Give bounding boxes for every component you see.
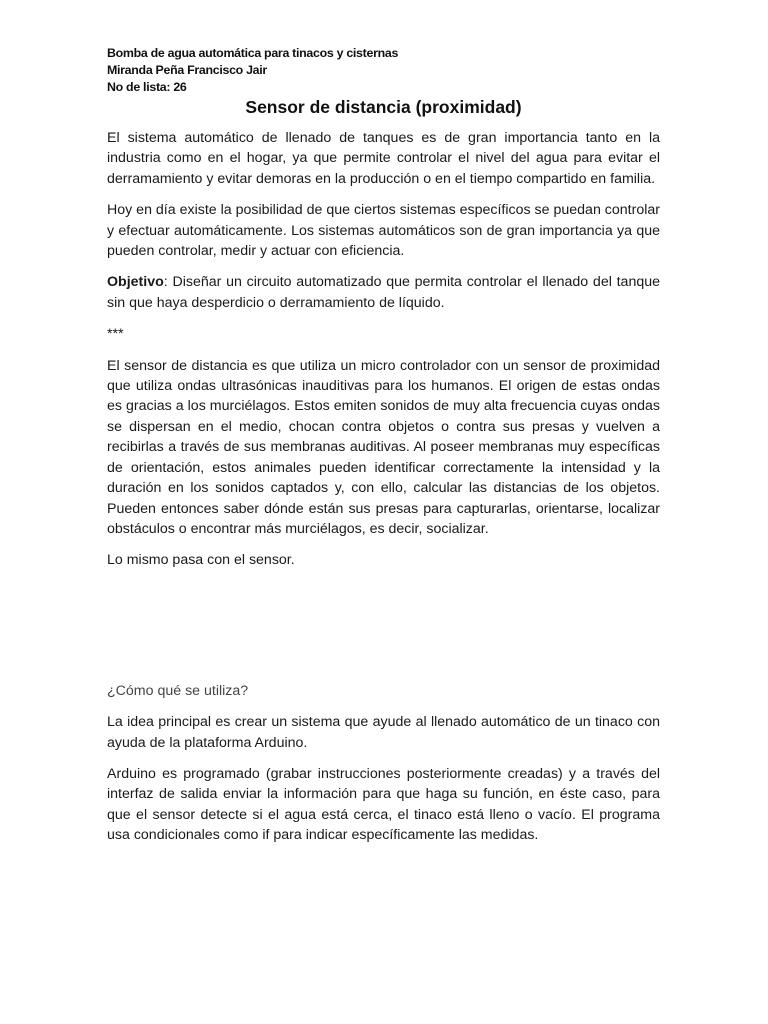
- paragraph-arduino: Arduino es programado (grabar instrucciones posteriormente creadas) y a través del interfaz de salida enviar la información para que haga su función, en éste caso, para que el sensor detecte si el agua está cerca, el tinaco está lleno o vacío. El programa usa condicionales como if para indicar específicamente las medidas.: [107, 765, 660, 844]
- objective-text: : Diseñar un circuito automatizado que permita controlar el llenado del tanque sin que haya desperdicio o derramamiento de líquido.: [107, 274, 660, 311]
- paragraph-intro: El sistema automático de llenado de tanques es de gran importancia tanto en la industria como en el hogar, ya que permite controlar el nivel del agua para evitar el derramamiento y evitar demoras en la producción o en el tiempo compartido en familia.: [107, 130, 660, 187]
- document-page: [107, 45, 660, 857]
- header-author: Miranda Peña Francisco Jair: [107, 63, 267, 77]
- header-list-number: No de lista: 26: [107, 80, 187, 94]
- objective-label: Objetivo: [107, 274, 164, 291]
- section-subheading: ¿Cómo qué se utiliza?: [107, 682, 249, 699]
- paragraph-main-idea: La idea principal es crear un sistema que ayude al llenado automático de un tinaco con ayuda de la plataforma Arduino.: [107, 714, 660, 751]
- paragraph-same-with-sensor: Lo mismo pasa con el sensor.: [107, 552, 295, 569]
- header-project-title: Bomba de agua automática para tinacos y cisternas: [107, 46, 399, 60]
- paragraph-sensor-description: El sensor de distancia es que utiliza un micro controlador con un sensor de proximidad que utiliza ondas ultrasónicas inauditivas para los humanos. El origen de estas ondas es gracias a los murciélagos. Estos emiten sonidos de muy alta frecuencia cuyas ondas se dispersan en el medio, chocan contra objetos o contra sus presas y vuelven a recibirlas a través de sus membranas auditivas. Al poseer membranas muy específicas de orientación, estos animales pueden identificar correctamente la intensidad y la duración en los sonidos captados y, con ello, calcular las distancias de los objetos. Pueden entonces saber dónde están sus presas para capturarlas, orientarse, localizar obstáculos o encontrar más murciélagos, es decir, socializar.: [107, 357, 660, 537]
- paragraph-objective: [107, 272, 660, 313]
- paragraph-automatic-systems: Hoy en día existe la posibilidad de que ciertos sistemas específicos se puedan controlar y efectuar automáticamente. Los sistemas automáticos son de gran importancia ya que pueden controlar, medir y actuar con eficiencia.: [107, 202, 660, 260]
- blank-space: [107, 582, 660, 681]
- document-title: Sensor de distancia (proximidad): [245, 97, 522, 117]
- section-separator: ***: [107, 326, 124, 343]
